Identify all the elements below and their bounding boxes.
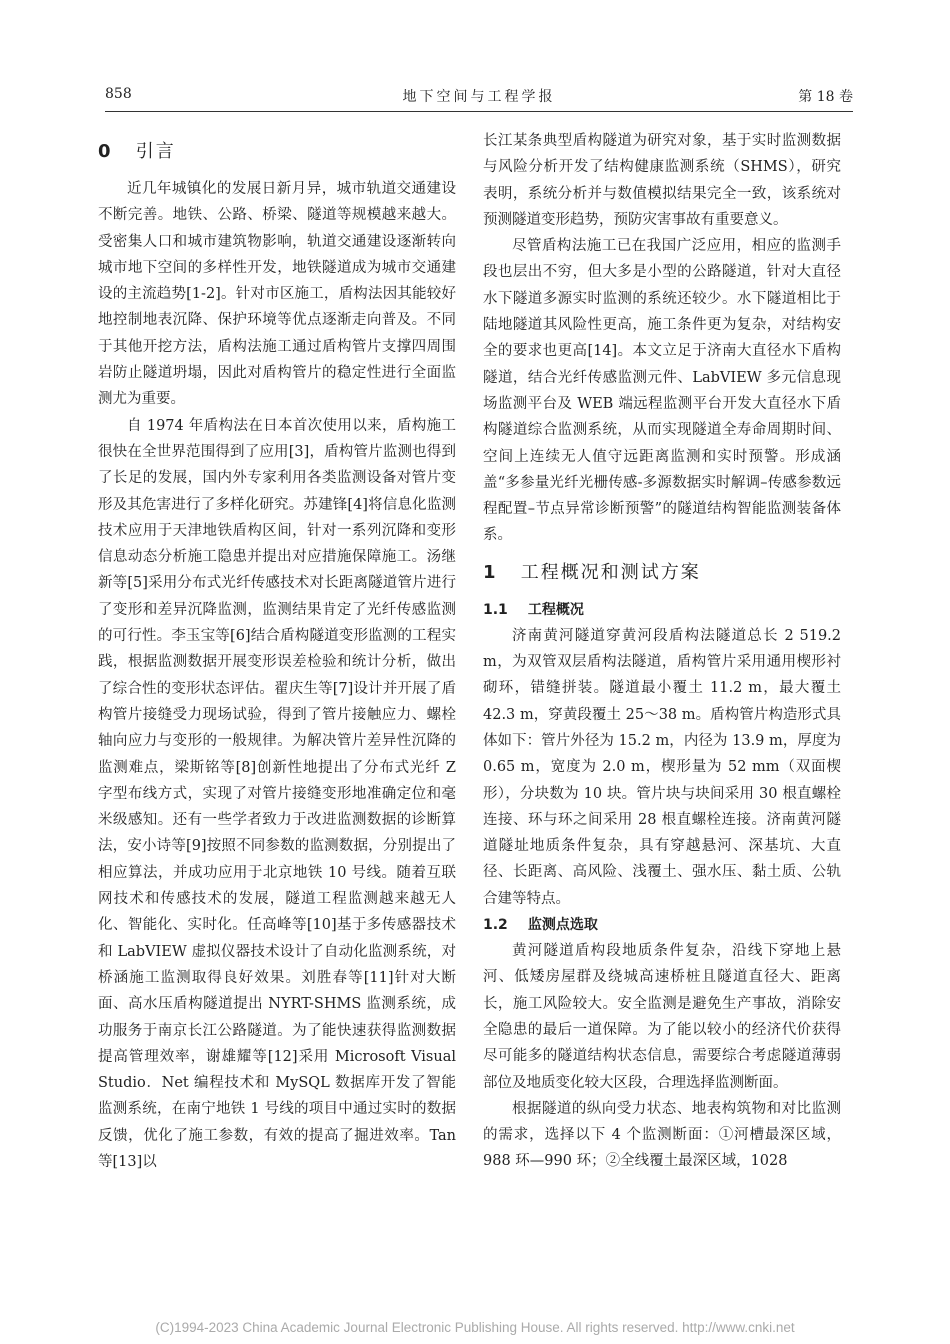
section-heading-1 — [483, 559, 841, 587]
section-title: 工程概况和测试方案 — [520, 561, 701, 583]
right-column — [483, 128, 841, 1175]
section-number: 0 — [98, 141, 113, 162]
subsection-number: 1.1 — [483, 601, 508, 618]
section-heading-0 — [98, 138, 456, 166]
page-number: 858 — [105, 86, 132, 102]
page-header — [105, 86, 853, 110]
paragraph: 自 1974 年盾构法在日本首次使用以来，盾构施工很快在全世界范围得到了应用[3]，盾构管片监测也得到了长足的发展，国内外专家利用各类监测设备对管片变形及其危害进行了多样化研究。苏建锋[4]将信息化监测技术应用于天津地铁盾构区间，针对一系列沉降和变形信息动态分析施工隐患并提出对应措施保障施工。汤继新等[5]采用分布式光纤传感技术对长距离隧道管片进行了变形和差异沉降监测，监测结果肯定了光纤传感监测的可行性。李玉宝等[6]结合盾构隧道变形监测的工程实践，根据监测数据开展变形误差检验和统计分析，做出了综合性的变形状态评估。翟庆生等[7]设计并开展了盾构管片接缝受力现场试验，得到了管片接触应力、螺栓轴向应力与变形的一般规律。为解决管片差异性沉降的监测难点，梁斯铭等[8]创新性地提出了分布式光纤 Z 字型布线方式，实现了对管片接缝变形地准确定位和毫米级感知。还有一些学者致力于改进监测数据的诊断算法，安小诗等[9]按照不同参数的监测数据，分别提出了相应算法，并成功应用于北京地铁 10 号线。随着互联网技术和传感技术的发展，隧道工程监测越来越无人化、智能化、实时化。任高峰等[10]基于多传感器技术和 LabVIEW 虚拟仪器技术设计了自动化监测系统，对桥涵施工监测取得良好效果。刘胜春等[11]针对大断面、高水压盾构隧道提出 NYRT-SHMS 监测系统，成功服务于南京长江公路隧道。为了能快速获得监测数据提高管理效率，谢雄耀等[12]采用 Microsoft Visual Studio．Net 编程技术和 MySQL 数据库开发了智能监测系统，在南宁地铁 1 号线的项目中通过实时的数据反馈，优化了施工参数，有效的提高了掘进效率。Tan 等[13]以 — [98, 417, 456, 1170]
subsection-heading-1-2 — [483, 912, 841, 938]
paragraph: 近几年城镇化的发展日新月异，城市轨道交通建设不断完善。地铁、公路、桥梁、隧道等规模越来越大。受密集人口和城市建筑物影响，轨道交通建设逐渐转向城市地下空间的多样性开发，地铁隧道成为城市交通建设的主流趋势[1-2]。针对市区施工，盾构法因其能较好地控制地表沉降、保护环境等优点逐渐走向普及。不同于其他开挖方法，盾构法施工通过盾构管片支撑四周围岩防止隧道坍塌，因此对盾构管片的稳定性进行全面监测尤为重要。 — [98, 181, 456, 408]
paragraph: 尽管盾构法施工已在我国广泛应用，相应的监测手段也层出不穷，但大多是小型的公路隧道，针对大直径水下隧道多源实时监测的系统还较少。水下隧道相比于陆地隧道其风险性更高，施工条件更为复杂，对结构安全的要求也更高[14]。本文立足于济南大直径水下盾构隧道，结合光纤传感监测元件、LabVIEW 多元信息现场监测平台及 WEB 端远程监测平台开发大直径水下盾构隧道综合监测系统，从而实现隧道全寿命周期时间、空间上连续无人值守远距离监测和实时预警。形成涵盖“多参量光纤光栅传感-多源数据实时解调–传感参数远程配置–节点异常诊断预警”的隧道结构智能监测装备体系。 — [483, 238, 841, 544]
paragraph: 长江某条典型盾构隧道为研究对象，基于实时监测数据与风险分析开发了结构健康监测系统（SHMS），研究表明，系统分析并与数值模拟结果完全一致，该系统对预测隧道变形趋势，预防灾害事故有重要意义。 — [483, 133, 841, 228]
section-number: 1 — [483, 561, 498, 583]
left-column — [98, 128, 456, 1175]
journal-title: 地下空间与工程学报 — [402, 89, 556, 105]
subsection-number: 1.2 — [483, 917, 508, 934]
subsection-title: 监测点选取 — [527, 917, 598, 934]
paragraph: 黄河隧道盾构段地质条件复杂，沿线下穿地上悬河、低矮房屋群及绕城高速桥桩且隧道直径大、距离长，施工风险较大。安全监测是避免生产事故，消除安全隐患的最后一道保障。为了能以较小的经济代价获得尽可能多的隧道结构状态信息，需要综合考虑隧道薄弱部位及地质变化较大区段，合理选择监测断面。 — [483, 943, 841, 1091]
volume-label: 第 18 卷 — [798, 89, 853, 105]
copyright-footer: (C)1994-2023 China Academic Journal Electronic Publishing House. All rights reserved. http://www.cnki.net — [155, 1320, 795, 1335]
header-rule — [105, 111, 853, 112]
section-title: 引言 — [135, 141, 176, 162]
paragraph: 济南黄河隧道穿黄河段盾构法隧道总长 2 519.2 m，为双管双层盾构法隧道，盾构管片采用通用楔形衬砌环，错缝拼装。隧道最小覆土 11.2 m，最大覆土 42.3 m，穿黄段覆土 25～38 m。盾构管片构造形式具体如下：管片外径为 15.2 m，内径为 13.9 m，厚度为 0.65 m，宽度为 2.0 m，楔形量为 52 mm（双面楔形），分块数为 10 块。管片块与块间采用 30 根直螺栓连接、环与环之间采用 28 根直螺栓连接。济南黄河隧道隧址地质条件复杂，具有穿越悬河、深基坑、大直径、长距离、高风险、浅覆土、强水压、黏土质、公轨合建等特点。 — [483, 627, 841, 907]
paragraph: 根据隧道的纵向受力状态、地表构筑物和对比监测的需求，选择以下 4 个监测断面：①河槽最深区域，988 环—990 环；②全线覆土最深区域，1028 — [483, 1100, 841, 1170]
subsection-heading-1-1 — [483, 597, 841, 623]
subsection-title: 工程概况 — [527, 601, 584, 618]
